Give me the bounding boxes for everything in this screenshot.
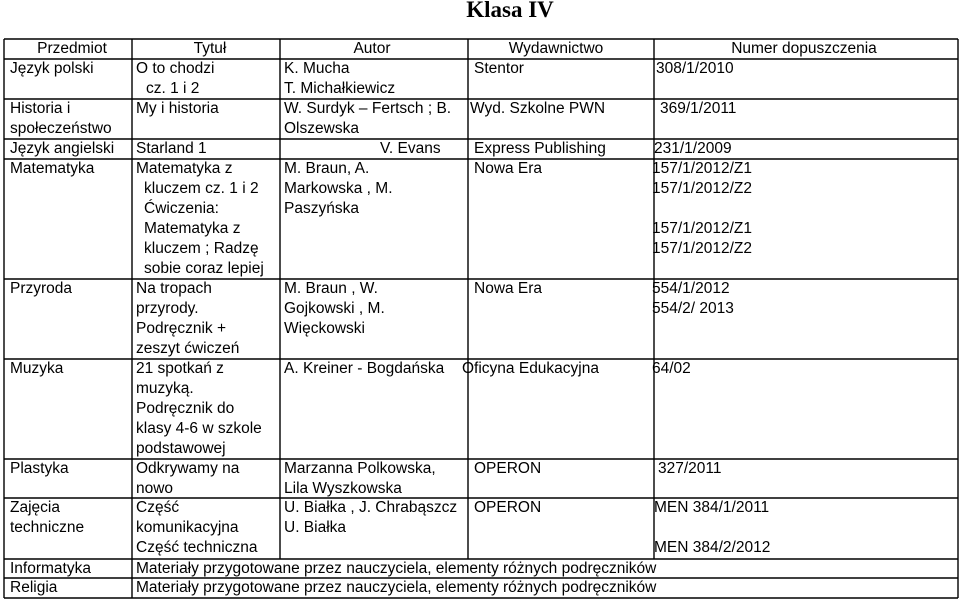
cell-publisher: Oficyna Edukacyjna bbox=[462, 360, 599, 377]
header-approval-number: Numer dopuszczenia bbox=[731, 40, 877, 57]
cell-subject: techniczne bbox=[10, 519, 85, 536]
cell-book-title: My i historia bbox=[136, 100, 219, 117]
cell-subject: społeczeństwo bbox=[10, 120, 112, 137]
textbook-table bbox=[0, 38, 960, 599]
header-subject: Przedmiot bbox=[37, 40, 107, 57]
cell-book-title: przyrody. bbox=[136, 300, 199, 317]
cell-approval-number: 157/1/2012/Z2 bbox=[652, 180, 752, 197]
cell-publisher: OPERON bbox=[474, 460, 542, 477]
cell-book-title: Część bbox=[136, 499, 180, 516]
cell-publisher: OPERON bbox=[474, 499, 542, 516]
cell-subject: Historia i bbox=[10, 100, 71, 117]
cell-approval-number: 369/1/2011 bbox=[660, 100, 737, 117]
page-title: Klasa IV bbox=[466, 0, 554, 22]
cell-author: V. Evans bbox=[380, 140, 441, 157]
cell-book-title: Podręcznik do bbox=[136, 400, 235, 417]
cell-author: Markowska , M. bbox=[284, 180, 393, 197]
cell-subject: Informatyka bbox=[10, 560, 91, 577]
cell-approval-number: 64/02 bbox=[652, 360, 691, 377]
cell-approval-number: 327/2011 bbox=[658, 460, 722, 477]
cell-subject: Zajęcia bbox=[10, 499, 60, 516]
cell-author: U. Białka , J. Chrabąszcz bbox=[284, 499, 458, 516]
cell-approval-number: 554/1/2012 bbox=[652, 280, 730, 297]
cell-book-title: Starland 1 bbox=[136, 140, 207, 157]
cell-book-title: Na tropach bbox=[136, 280, 212, 297]
cell-approval-number: 231/1/2009 bbox=[654, 140, 732, 157]
cell-approval-number: 157/1/2012/Z2 bbox=[652, 240, 752, 257]
header-publisher: Wydawnictwo bbox=[508, 40, 604, 57]
cell-author: Marzanna Polkowska, bbox=[284, 460, 436, 477]
cell-book-title: Podręcznik + bbox=[136, 320, 227, 337]
header-author: Autor bbox=[353, 40, 391, 57]
cell-book-title: zeszyt ćwiczeń bbox=[136, 340, 240, 357]
cell-book-title: Odkrywamy na bbox=[136, 460, 240, 477]
cell-author: T. Michałkiewicz bbox=[284, 80, 396, 97]
cell-author: Paszyńska bbox=[284, 200, 359, 217]
cell-book-title: Matematyka z bbox=[144, 220, 241, 237]
cell-book-title: muzyką. bbox=[136, 380, 194, 397]
cell-book-title: kluczem ; Radzę bbox=[144, 240, 259, 257]
cell-subject: Matematyka bbox=[10, 160, 95, 177]
cell-book-title: Ćwiczenia: bbox=[144, 200, 219, 217]
cell-approval-number: 157/1/2012/Z1 bbox=[652, 220, 752, 237]
cell-publisher: Express Publishing bbox=[474, 140, 606, 157]
cell-approval-number: MEN 384/2/2012 bbox=[654, 539, 771, 556]
cell-book-title: Część techniczna bbox=[136, 539, 258, 556]
cell-approval-number: 157/1/2012/Z1 bbox=[652, 160, 752, 177]
cell-publisher: Stentor bbox=[474, 60, 524, 77]
cell-book-title: kluczem cz. 1 i 2 bbox=[144, 180, 259, 197]
cell-book-title: podstawowej bbox=[136, 440, 226, 457]
cell-publisher: Nowa Era bbox=[474, 160, 543, 177]
cell-book-title: 21 spotkań z bbox=[136, 360, 224, 377]
cell-publisher: Nowa Era bbox=[474, 280, 543, 297]
cell-span-materials: Materiały przygotowane przez nauczyciela, elementy różnych podręczników bbox=[136, 560, 657, 577]
cell-subject: Muzyka bbox=[10, 360, 64, 377]
cell-book-title: cz. 1 i 2 bbox=[146, 80, 200, 97]
cell-approval-number: MEN 384/1/2011 bbox=[654, 499, 770, 516]
cell-subject: Religia bbox=[10, 579, 58, 596]
cell-book-title: komunikacyjna bbox=[136, 519, 239, 536]
cell-author: M. Braun, A. bbox=[284, 160, 370, 177]
cell-author: Więckowski bbox=[284, 320, 365, 337]
cell-book-title: klasy 4-6 w szkole bbox=[136, 420, 262, 437]
cell-author: Gojkowski , M. bbox=[284, 300, 385, 317]
cell-subject: Przyroda bbox=[10, 280, 73, 297]
cell-approval-number: 554/2/ 2013 bbox=[652, 300, 734, 317]
cell-book-title: O to chodzi bbox=[136, 60, 215, 77]
cell-author: M. Braun , W. bbox=[284, 280, 378, 297]
cell-span-materials: Materiały przygotowane przez nauczyciela, elementy różnych podręczników bbox=[136, 579, 657, 596]
cell-publisher: Wyd. Szkolne PWN bbox=[470, 100, 606, 117]
cell-subject: Plastyka bbox=[10, 460, 69, 477]
cell-author: Lila Wyszkowska bbox=[284, 480, 402, 497]
cell-author: W. Surdyk – Fertsch ; B. bbox=[284, 100, 452, 117]
header-book-title: Tytuł bbox=[193, 40, 227, 57]
cell-book-title: nowo bbox=[136, 480, 174, 497]
cell-author: Olszewska bbox=[284, 120, 359, 137]
cell-author: K. Mucha bbox=[284, 60, 350, 77]
cell-author: U. Białka bbox=[284, 519, 347, 536]
cell-author: A. Kreiner - Bogdańska bbox=[284, 360, 445, 377]
cell-subject: Język angielski bbox=[10, 140, 115, 157]
cell-approval-number: 308/1/2010 bbox=[656, 60, 734, 77]
cell-book-title: sobie coraz lepiej bbox=[144, 260, 264, 277]
cell-subject: Język polski bbox=[10, 60, 94, 77]
cell-book-title: Matematyka z bbox=[136, 160, 233, 177]
